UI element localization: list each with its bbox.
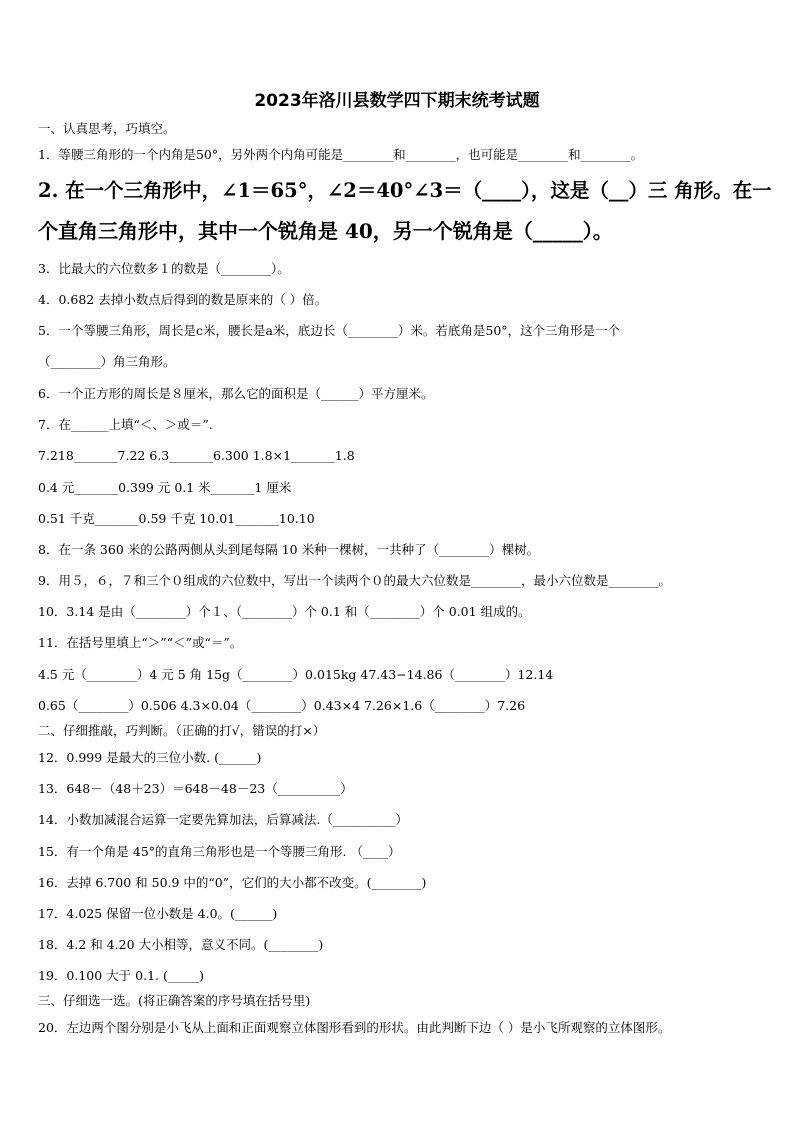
question-11: 11．在括号里填上“＞”“＜”或“＝”。 [38, 635, 243, 650]
question-7-row-3: 0.51 千克_______0.59 千克 10.01_______10.10 [38, 511, 315, 526]
question-6: 6．一个正方形的周长是８厘米，那么它的面积是（______）平方厘米。 [38, 386, 434, 401]
question-2-line-1: 2. 在一个三角形中，∠1＝65°，∠2＝40°∠3＝（____），这是（__）三 角形。在一 [38, 179, 772, 202]
page-title: 2023年洛川县数学四下期末统考试题 [254, 91, 540, 111]
question-5-line-2: （________）角三角形。 [38, 354, 176, 369]
question-11-row-2: 0.65（________）0.506 4.3×0.04（________）0.43×4 7.26×1.6（________）7.26 [38, 698, 526, 713]
question-15: 15．有一个角是 45°的直角三角形也是一个等腰三角形. （____） [38, 844, 401, 859]
question-1: 1．等腰三角形的一个内角是50°，另外两个内角可能是________和________，也可能是________和________。 [38, 147, 644, 162]
section-heading-1: 一、认真思考，巧填空。 [38, 121, 176, 136]
question-16: 16．去掉 6.700 和 50.9 中的“0”，它们的大小都不改变。(________) [38, 875, 427, 890]
question-13: 13．648－（48＋23）＝648－48－23（__________） [38, 781, 353, 796]
question-10: 10．3.14 是由（________）个１、（________）个 0.1 和（________）个 0.01 组成的。 [38, 604, 531, 619]
question-9: 9．用５，６，７和三个０组成的六位数中，写出一个读两个０的最大六位数是________，最小六位数是________。 [38, 573, 671, 588]
question-19: 19．0.100 大于 0.1. (_____) [38, 968, 204, 983]
question-4: 4．0.682 去掉小数点后得到的数是原来的（ ）倍。 [38, 292, 328, 307]
question-2-line-2: 个直角三角形中，其中一个锐角是 40，另一个锐角是（_____）。 [38, 219, 613, 243]
question-12: 12．0.999 是最大的三位小数. (______) [38, 750, 262, 765]
question-20: 20．左边两个图分别是小飞从上面和正面观察立体图形看到的形状。由此判断下边（ ）是小飞所观察的立体图形。 [38, 1020, 671, 1035]
section-heading-3: 三、仔细选一选。(将正确答案的序号填在括号里) [38, 993, 311, 1008]
question-7: 7．在______上填“＜、＞或＝”. [38, 417, 213, 432]
question-7-row-2: 0.4 元_______0.399 元 0.1 米_______1 厘米 [38, 480, 292, 495]
question-14: 14．小数加减混合运算一定要先算加法，后算减法.（__________） [38, 812, 408, 827]
question-8: 8．在一条 360 米的公路两侧从头到尾每隔 10 米种一棵树，一共种了（________）棵树。 [38, 542, 540, 557]
question-17: 17．4.025 保留一位小数是 4.0。(______) [38, 906, 278, 921]
question-5-line-1: 5．一个等腰三角形，周长是c米，腰长是a米，底边长（________）米。若底角是50°，这个三角形是一个 [38, 323, 621, 338]
question-11-row-1: 4.5 元（________）4 元 5 角 15g（________）0.015kg 47.43−14.86（________）12.14 [38, 667, 554, 682]
question-18: 18．4.2 和 4.20 大小相等，意义不同。(________) [38, 937, 324, 952]
section-heading-2: 二、仔细推敲，巧判断。（正确的打√，错误的打×） [38, 723, 326, 738]
question-3: 3．比最大的六位数多１的数是（________）。 [38, 261, 290, 276]
question-7-row-1: 7.218_______7.22 6.3_______6.300 1.8×1_______1.8 [38, 448, 355, 463]
